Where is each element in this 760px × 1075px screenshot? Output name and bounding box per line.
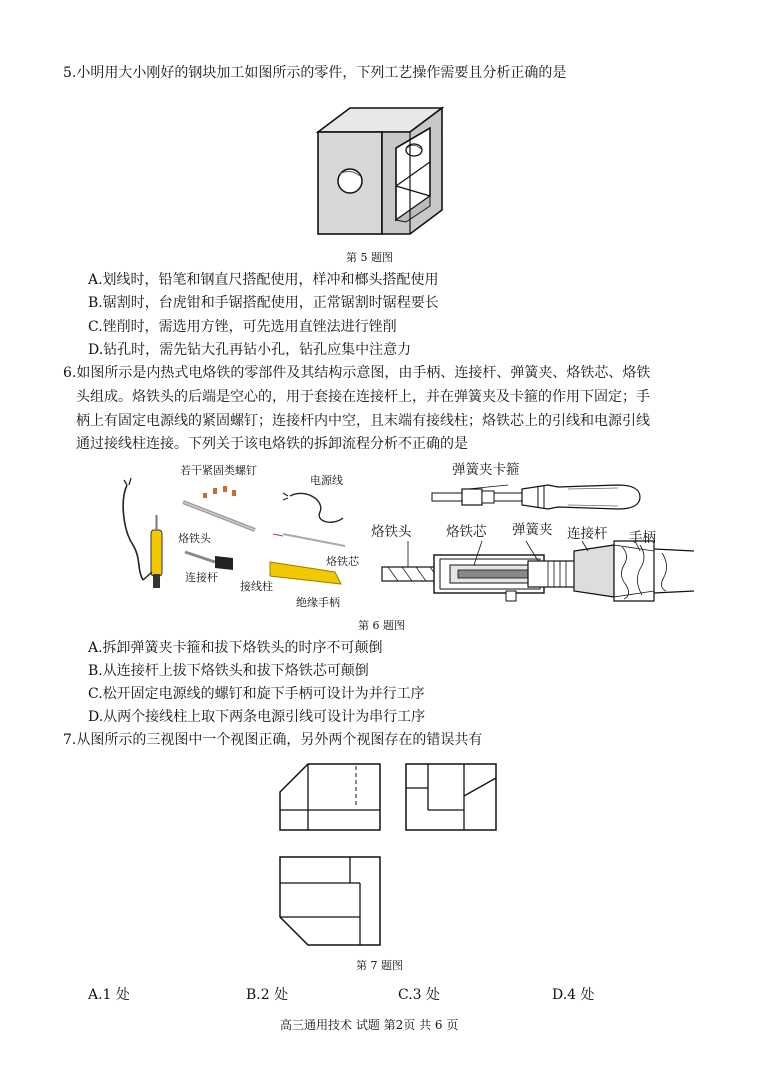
label-struct-tip: 烙铁头 <box>371 524 412 540</box>
q6-option-c: C.松开固定电源线的螺钉和旋下手柄可设计为并行工序 <box>88 686 425 702</box>
q6-option-d: D.从两个接线柱上取下两条电源引线可设计为串行工序 <box>88 709 426 725</box>
q7-side-view <box>404 762 498 832</box>
q7-front-view <box>278 762 382 832</box>
label-struct-handle: 手柄 <box>629 530 656 546</box>
label-struct-clamp: 弹簧夹卡箍 <box>452 462 520 478</box>
q7-option-b: B.2 处 <box>246 987 289 1003</box>
q5-figure-cube <box>310 98 450 243</box>
label-core: 烙铁芯 <box>326 555 359 568</box>
label-rod: 连接杆 <box>185 571 218 584</box>
cube-back-hole <box>406 144 422 156</box>
q5-stem: 5.小明用大小刚好的钢块加工如图所示的零件，下列工艺操作需要且分析正确的是 <box>63 65 567 81</box>
q5-caption: 第 5 题图 <box>346 251 393 264</box>
q5-option-b: B.锯割时，台虎钳和手锯搭配使用，正常锯割时锯程要长 <box>88 295 439 311</box>
q6-stem-line-2: 头组成。烙铁头的后端是空心的，用于套接在连接杆上，并在弹簧夹及卡箍的作用下固定；手 <box>76 389 650 405</box>
q7-option-a: A.1 处 <box>88 987 130 1003</box>
q7-option-c: C.3 处 <box>398 987 441 1003</box>
q6-stem-line-4: 通过接线柱连接。下列关于该电烙铁的拆卸流程分析不正确的是 <box>76 436 468 452</box>
q7-option-d: D.4 处 <box>552 987 595 1003</box>
screws <box>203 486 236 498</box>
page-footer: 高三通用技术 试题 第2页 共 6 页 <box>280 1018 459 1032</box>
q6-stem-line-3: 柄上有固定电源线的紧固螺钉；连接杆内中空，且末端有接线柱；烙铁芯上的引线和电源引线 <box>76 413 650 429</box>
q5-option-d: D.钻孔时，需先钻大孔再钻小孔，钻孔应集中注意力 <box>88 342 412 358</box>
clamp-assembly-drawing <box>432 485 640 509</box>
rod-part <box>185 552 215 562</box>
label-tip: 烙铁头 <box>178 532 211 545</box>
q6-option-b: B.从连接杆上拔下烙铁头和拔下烙铁芯可颠倒 <box>88 663 369 679</box>
q5-option-c: C.锉削时，需选用方锉，可先选用直锉法进行锉削 <box>88 319 397 335</box>
q7-stem: 7.从图所示的三视图中一个视图正确，另外两个视图存在的错误共有 <box>63 732 483 748</box>
q7-top-view <box>278 855 382 947</box>
q5-option-a: A.划线时，铅笔和钢直尺搭配使用，样冲和榔头搭配使用 <box>88 272 439 288</box>
q7-caption: 第 7 题图 <box>356 959 403 972</box>
iron-handle <box>151 530 162 576</box>
label-struct-spring: 弹簧夹 <box>512 522 553 538</box>
label-struct-core: 烙铁芯 <box>446 524 487 540</box>
power-cord <box>290 493 343 522</box>
q6-caption: 第 6 题图 <box>358 619 405 632</box>
q6-stem-line-1: 6.如图所示是内热式电烙铁的零部件及其结构示意图，由手柄、连接杆、弹簧夹、烙铁芯、烙铁 <box>63 365 651 381</box>
q6-option-a: A.拆卸弹簧夹卡箍和拔下烙铁头的时序不可颠倒 <box>88 640 383 656</box>
label-handle: 绝缘手柄 <box>296 596 340 609</box>
label-screws: 若干紧固类螺钉 <box>180 464 257 477</box>
iron-cord <box>123 485 143 580</box>
post-part <box>215 556 233 570</box>
label-struct-rod: 连接杆 <box>567 526 608 542</box>
core-part <box>283 534 345 546</box>
cross-section-drawing <box>382 541 694 601</box>
label-cord: 电源线 <box>310 474 343 487</box>
label-post: 接线柱 <box>240 580 273 593</box>
